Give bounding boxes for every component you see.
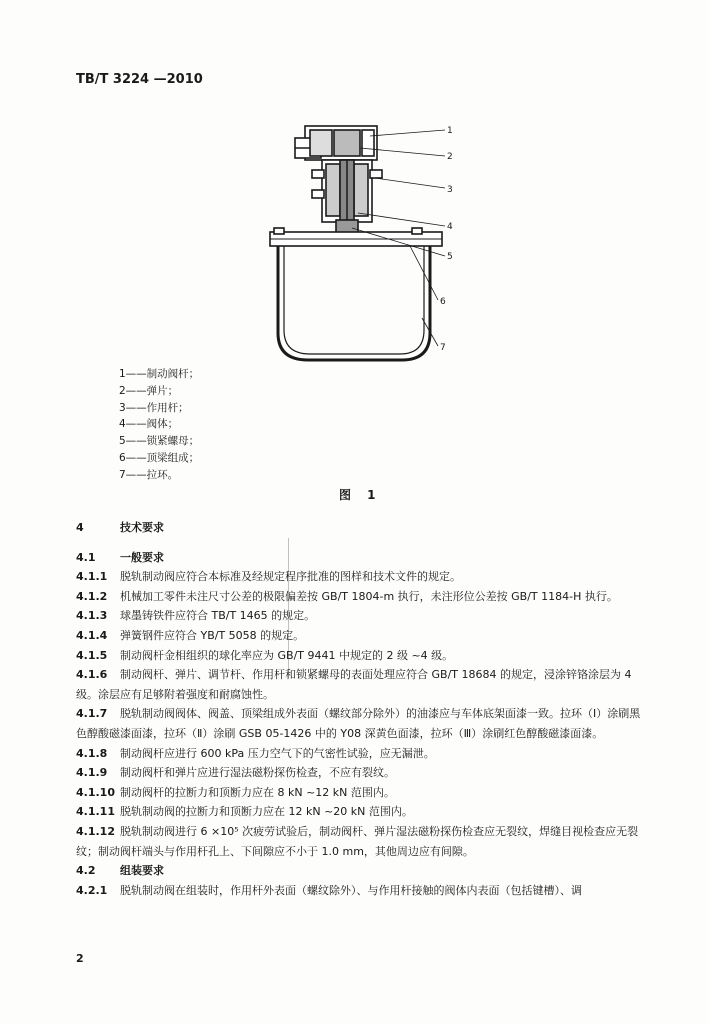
callout-5: 5 xyxy=(447,252,453,262)
figure-caption: 图 1 xyxy=(339,488,382,502)
subsection-title: 组装要求 xyxy=(120,864,164,878)
subsection-number: 4.2 xyxy=(76,864,96,878)
clause xyxy=(76,822,641,861)
clause-text: 机械加工零件未注尺寸公差的极限偏差按 GB/T 1804-m 执行，未注形位公差按 GB/T 1184-H 执行。 xyxy=(120,589,618,603)
clause-text: 制动阀杆金相组织的球化率应为 GB/T 9441 中规定的 2 级 ~4 级。 xyxy=(120,648,454,662)
clause-number: 4.1.3 xyxy=(76,609,108,623)
callout-6: 6 xyxy=(440,297,446,307)
clause-text: 脱轨制动阀在组装时，作用杆外表面（螺纹除外）、与作用杆接触的阀体内表面（包括键槽）、调 xyxy=(120,883,582,897)
clause xyxy=(76,763,641,783)
clause-number: 4.1.7 xyxy=(76,707,108,721)
callout-1: 1 xyxy=(447,126,453,136)
clause-number: 4.1.8 xyxy=(76,746,108,760)
clause-text: 球墨铸铁件应符合 TB/T 1465 的规定。 xyxy=(120,609,316,623)
clause-number: 4.1.4 xyxy=(76,628,108,642)
page-number: 2 xyxy=(76,952,84,965)
clause-number: 4.1.2 xyxy=(76,589,108,603)
clause-number: 4.1.11 xyxy=(76,805,115,819)
clause-number: 4.1.6 xyxy=(76,668,108,682)
callout-2: 2 xyxy=(447,152,453,162)
clause-text: 制动阀杆和弹片应进行湿法磁粉探伤检查，不应有裂纹。 xyxy=(120,766,395,780)
subsection-heading xyxy=(76,861,641,881)
clause-text: 弹簧钢件应符合 YB/T 5058 的规定。 xyxy=(120,628,305,642)
clause-number: 4.1.5 xyxy=(76,648,108,662)
clause xyxy=(76,626,641,646)
legend-item: 7——拉环。 xyxy=(119,468,179,481)
legend-item: 4——阀体； xyxy=(119,418,179,431)
technical-requirements xyxy=(76,518,641,900)
callout-7: 7 xyxy=(440,343,446,353)
legend-item: 2——弹片； xyxy=(119,384,179,397)
subsection-heading xyxy=(76,548,641,568)
clause-text: 脱轨制动阀阀体、阀盖、顶梁组成外表面（螺纹部分除外）的油漆应与车体底架面漆一致。拉环（Ⅰ）涂刷黑色醇酸磁漆面漆，拉环（Ⅱ）涂刷 GSB 05-1426 中的 Y08 深黄色面漆，拉环（Ⅲ）涂刷红色醇酸磁漆面漆。 xyxy=(76,707,641,740)
callout-3: 3 xyxy=(447,185,453,195)
clause-number: 4.1.10 xyxy=(76,785,115,799)
clause-number: 4.1.1 xyxy=(76,570,108,584)
valve-assembly-figure xyxy=(250,108,480,373)
legend-item: 1——制动阀杆； xyxy=(119,368,200,380)
legend-item: 5——锁紧螺母； xyxy=(119,435,200,448)
clause xyxy=(76,567,641,587)
clause-text: 脱轨制动阀进行 6 ×10⁵ 次疲劳试验后，制动阀杆、弹片湿法磁粉探伤检查应无裂纹，焊缝目视检查应无裂纹；制动阀杆端头与作用杆孔上、下间隙应不小于 1.0 mm，其他周边应有间隙。 xyxy=(76,824,639,858)
clause xyxy=(76,665,641,704)
clause xyxy=(76,744,641,764)
clause-text: 脱轨制动阀的拉断力和顶断力应在 12 kN ~20 kN 范围内。 xyxy=(120,805,413,819)
legend-item: 6——顶梁组成； xyxy=(119,451,200,464)
clause-text: 制动阀杆的拉断力和顶断力应在 8 kN ~12 kN 范围内。 xyxy=(120,785,395,799)
clause xyxy=(76,704,641,743)
section-number: 4 xyxy=(76,521,84,534)
clause-number: 4.2.1 xyxy=(76,883,108,897)
clause xyxy=(76,881,641,901)
subsection-number: 4.1 xyxy=(76,550,96,564)
clause-text: 脱轨制动阀应符合本标准及经规定程序批准的图样和技术文件的规定。 xyxy=(120,570,461,584)
callout-4: 4 xyxy=(447,222,453,232)
clause-text: 制动阀杆应进行 600 kPa 压力空气下的气密性试验，应无漏泄。 xyxy=(120,746,435,760)
clause xyxy=(76,587,641,607)
valve-drawing xyxy=(250,108,480,373)
clause-text: 制动阀杆、弹片、调节杆、作用杆和锁紧螺母的表面处理应符合 GB/T 18684 的规定，浸涂锌铬涂层为 4 级。涂层应有足够附着强度和耐腐蚀性。 xyxy=(76,668,632,701)
clause-number: 4.1.9 xyxy=(76,766,108,780)
clause xyxy=(76,646,641,666)
clause xyxy=(76,606,641,626)
legend-item: 3——作用杆； xyxy=(119,401,189,414)
section-title: 技术要求 xyxy=(120,521,164,534)
clause xyxy=(76,783,641,803)
clause xyxy=(76,802,641,822)
figure-legend xyxy=(119,366,199,484)
clause-number: 4.1.12 xyxy=(76,824,115,838)
document-header: TB/T 3224 —2010 xyxy=(76,72,203,87)
subsection-title: 一般要求 xyxy=(120,550,164,564)
section-heading xyxy=(76,518,641,538)
